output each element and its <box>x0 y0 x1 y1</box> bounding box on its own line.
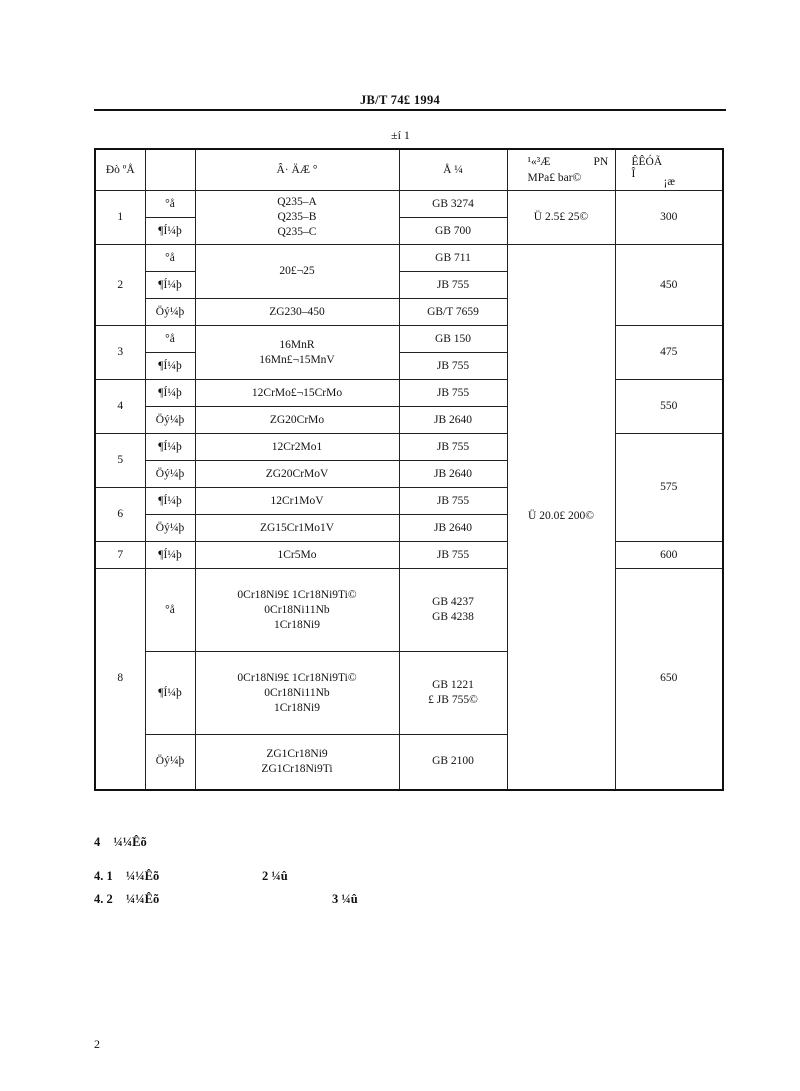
standard-cell: GB/T 7659 <box>399 299 507 326</box>
header-pressure-pn: PN <box>593 156 609 168</box>
section-title: ¼¼Êõ <box>113 835 147 849</box>
section-number: 4 <box>94 835 101 849</box>
table-row <box>95 569 723 652</box>
form-cell: Öý¼þ <box>145 735 195 790</box>
section-title: ¼¼Êõ <box>125 892 160 906</box>
material-cell: 12CrMo£¬15CrMo <box>195 380 399 407</box>
standard-cell: JB 755 <box>399 353 507 380</box>
table-title: ±í 1 <box>391 128 410 142</box>
standard-cell: JB 755 <box>399 272 507 299</box>
header-material: Â· ÄÆ ° <box>195 149 399 191</box>
material-cell: Q235–A Q235–B Q235–C <box>195 191 399 245</box>
form-cell: ¶Í¼þ <box>145 542 195 569</box>
form-cell: °å <box>145 191 195 218</box>
row-number: 1 <box>95 191 145 245</box>
material-cell: ZG20CrMoV <box>195 461 399 488</box>
form-cell: Öý¼þ <box>145 515 195 542</box>
material-cell: 0Cr18Ni9£ 1Cr18Ni9Ti© 0Cr18Ni11Nb 1Cr18Ni9 <box>195 569 399 652</box>
form-cell: ¶Í¼þ <box>145 380 195 407</box>
section-4-1 <box>94 869 159 884</box>
section-title: ¼¼Êõ <box>125 869 160 883</box>
standard-cell: GB 2100 <box>399 735 507 790</box>
form-cell: ¶Í¼þ <box>145 488 195 515</box>
header-rule <box>94 109 726 111</box>
table-row <box>95 542 723 569</box>
section-number: 4. 2 <box>94 892 113 906</box>
header-no: Ðò ºÅ <box>95 149 145 191</box>
row-number: 6 <box>95 488 145 542</box>
material-cell: 12Cr1MoV <box>195 488 399 515</box>
pressure-cell: Ü 20.0£ 200© <box>507 245 615 790</box>
form-cell: °å <box>145 569 195 652</box>
table-row <box>95 434 723 461</box>
form-cell: ¶Í¼þ <box>145 434 195 461</box>
table-header-row <box>95 149 723 191</box>
material-cell: 16MnR 16Mn£¬15MnV <box>195 326 399 380</box>
document-header: JB/T 74£ 1994 <box>360 93 441 107</box>
row-number: 3 <box>95 326 145 380</box>
row-number: 5 <box>95 434 145 488</box>
form-cell: °å <box>145 326 195 353</box>
row-number: 8 <box>95 569 145 790</box>
standard-cell: JB 2640 <box>399 461 507 488</box>
form-cell: Öý¼þ <box>145 407 195 434</box>
standard-cell: GB 3274 <box>399 191 507 218</box>
temperature-cell: 600 <box>615 542 723 569</box>
header-temp-unit: ¡æ <box>663 176 675 188</box>
form-cell: ¶Í¼þ <box>145 353 195 380</box>
temperature-cell: 450 <box>615 245 723 326</box>
material-cell: 1Cr5Mo <box>195 542 399 569</box>
standard-cell: GB 150 <box>399 326 507 353</box>
temperature-cell: 550 <box>615 380 723 434</box>
material-cell: ZG15Cr1Mo1V <box>195 515 399 542</box>
form-cell: ¶Í¼þ <box>145 218 195 245</box>
header-pressure-unit: MPa£ bar© <box>527 172 582 184</box>
table-row <box>95 191 723 218</box>
section-4-2-tail: 3 ¼û <box>332 892 358 906</box>
table-row <box>95 326 723 353</box>
standard-cell: JB 755 <box>399 488 507 515</box>
form-cell: Öý¼þ <box>145 461 195 488</box>
table-row <box>95 245 723 272</box>
section-4 <box>94 835 147 850</box>
standard-cell: JB 2640 <box>399 515 507 542</box>
material-cell: 0Cr18Ni9£ 1Cr18Ni9Ti© 0Cr18Ni11Nb 1Cr18Ni9 <box>195 652 399 735</box>
section-4-1-tail: 2 ¼û <box>262 869 288 883</box>
header-pressure-label: ¹«³Æ <box>527 156 551 168</box>
standard-cell: GB 4237 GB 4238 <box>399 569 507 652</box>
material-cell: 12Cr2Mo1 <box>195 434 399 461</box>
table-row <box>95 380 723 407</box>
section-4-2 <box>94 892 159 907</box>
material-cell: ZG230–450 <box>195 299 399 326</box>
row-number: 7 <box>95 542 145 569</box>
page-number: 2 <box>94 1037 100 1051</box>
header-pressure <box>507 149 615 191</box>
form-cell: ¶Í¼þ <box>145 272 195 299</box>
temperature-cell: 575 <box>615 434 723 542</box>
row-number: 2 <box>95 245 145 326</box>
material-cell: 20£¬25 <box>195 245 399 299</box>
standard-cell: JB 755 <box>399 380 507 407</box>
temperature-cell: 475 <box>615 326 723 380</box>
standard-cell: GB 711 <box>399 245 507 272</box>
header-form <box>145 149 195 191</box>
header-temperature <box>615 149 723 191</box>
header-temp-label: ÊÊÓÃ <box>631 156 663 168</box>
material-cell: ZG1Cr18Ni9 ZG1Cr18Ni9Ti <box>195 735 399 790</box>
temperature-cell: 650 <box>615 569 723 790</box>
standard-cell: JB 755 <box>399 434 507 461</box>
row-number: 4 <box>95 380 145 434</box>
section-number: 4. 1 <box>94 869 113 883</box>
pressure-cell: Ü 2.5£ 25© <box>507 191 615 245</box>
header-temp-sub: Î <box>631 168 636 180</box>
form-cell: °å <box>145 245 195 272</box>
header-standard: Å ¼ <box>399 149 507 191</box>
form-cell: Öý¼þ <box>145 299 195 326</box>
standard-cell: GB 700 <box>399 218 507 245</box>
materials-table <box>94 148 724 791</box>
standard-cell: JB 2640 <box>399 407 507 434</box>
form-cell: ¶Í¼þ <box>145 652 195 735</box>
standard-cell: GB 1221 £ JB 755© <box>399 652 507 735</box>
temperature-cell: 300 <box>615 191 723 245</box>
standard-cell: JB 755 <box>399 542 507 569</box>
material-cell: ZG20CrMo <box>195 407 399 434</box>
